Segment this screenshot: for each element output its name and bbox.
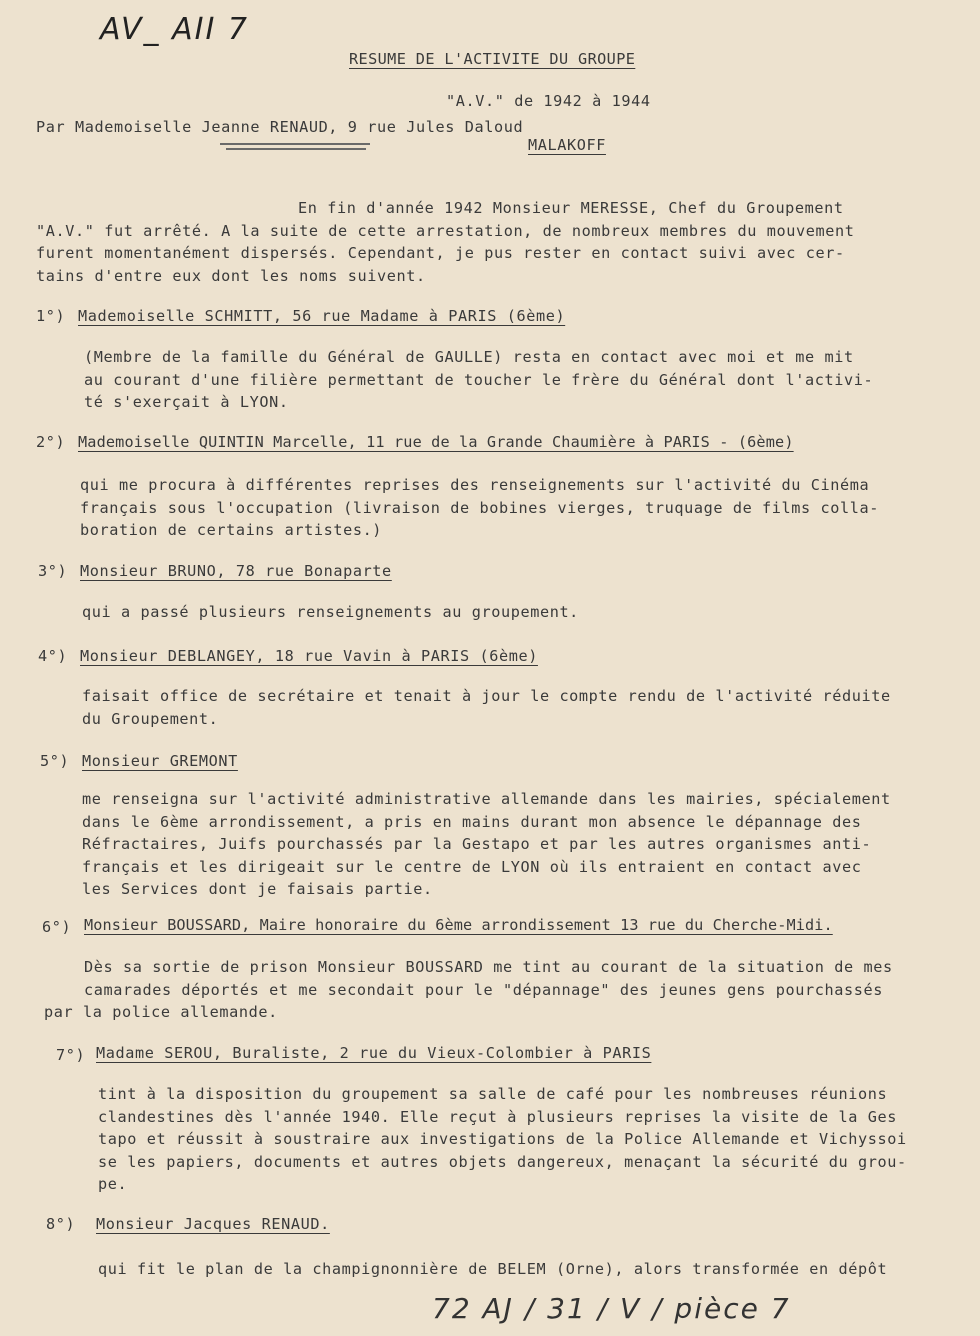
entry-heading: Monsieur BOUSSARD, Maire honoraire du 6ème arrondissement 13 rue du Cherche-Midi. bbox=[84, 916, 833, 934]
entry-heading: Monsieur DEBLANGEY, 18 rue Vavin à PARIS (6ème) bbox=[80, 647, 538, 665]
entry-number: 4°) bbox=[38, 647, 68, 665]
entry-body-line: (Membre de la famille du Général de GAULLE) resta en contact avec moi et me mit bbox=[84, 348, 854, 366]
entry-body-line: camarades déportés et me secondait pour le "dépannage" des jeunes gens pourchassés bbox=[84, 980, 883, 999]
entry-body-line: au courant d'une filière permettant de toucher le frère du Général dont l'activi- bbox=[84, 370, 874, 389]
entry-body bbox=[82, 685, 891, 730]
entry-body-line: dans le 6ème arrondissement, a pris en mains durant mon absence le dépannage des bbox=[82, 812, 862, 831]
entry-number: 5°) bbox=[40, 752, 70, 770]
entry-heading: Monsieur GREMONT bbox=[82, 752, 238, 770]
entry-body bbox=[44, 956, 893, 1024]
entry-body bbox=[98, 1258, 887, 1281]
entry-body-line: boration de certains artistes.) bbox=[80, 521, 383, 539]
entry-body bbox=[82, 601, 579, 624]
entry-body-line: qui a passé plusieurs renseignements au groupement. bbox=[82, 603, 579, 621]
entry-body-line: qui me procura à différentes reprises des renseignements sur l'activité du Cinéma bbox=[80, 476, 870, 494]
handwritten-reference: AV_ AII 7 bbox=[100, 12, 249, 47]
entry-body-line: par la police allemande. bbox=[44, 1003, 278, 1021]
author-city: MALAKOFF bbox=[528, 136, 606, 154]
entry-number: 2°) bbox=[36, 433, 66, 451]
entry-number: 3°) bbox=[38, 562, 68, 580]
entry-body-line: les Services dont je faisais partie. bbox=[82, 880, 433, 898]
archive-reference: 72 AJ / 31 / V / pièce 7 bbox=[432, 1292, 791, 1325]
author-line: Par Mademoiselle Jeanne RENAUD, 9 rue Jules Daloud bbox=[36, 118, 524, 136]
struck-underline bbox=[226, 148, 366, 150]
entry-body-line: français et les dirigeait sur le centre de LYON où ils entraient en contact avec bbox=[82, 857, 862, 876]
entry-body bbox=[82, 788, 891, 901]
struck-underline bbox=[220, 143, 370, 145]
entry-body-line: français sous l'occupation (livraison de bobines vierges, truquage de films colla- bbox=[80, 498, 879, 517]
entry-body-line: me renseigna sur l'activité administrative allemande dans les mairies, spécialement bbox=[82, 790, 891, 808]
document-title: RESUME DE L'ACTIVITE DU GROUPE bbox=[349, 50, 636, 68]
entry-body-line: pe. bbox=[98, 1175, 128, 1193]
entry-heading: Monsieur Jacques RENAUD. bbox=[96, 1215, 330, 1233]
entry-body-line: Réfractaires, Juifs pourchassés par la Gestapo et par les autres organismes anti- bbox=[82, 835, 872, 853]
entry-heading: Madame SEROU, Buraliste, 2 rue du Vieux-Colombier à PARIS bbox=[96, 1044, 652, 1062]
entry-number: 6°) bbox=[42, 918, 72, 936]
entry-body-line: qui fit le plan de la champignonnière de BELEM (Orne), alors transformée en dépôt bbox=[98, 1260, 888, 1278]
entry-body-line: faisait office de secrétaire et tenait à jour le compte rendu de l'activité réduite bbox=[82, 687, 891, 705]
entry-body-line: té s'exerçait à LYON. bbox=[84, 393, 289, 411]
entry-number: 1°) bbox=[36, 307, 66, 325]
intro-line: En fin d'année 1942 Monsieur MERESSE, Chef du Groupement bbox=[298, 199, 844, 217]
entry-number: 7°) bbox=[56, 1046, 86, 1064]
entry-body-line: Dès sa sortie de prison Monsieur BOUSSARD me tint au courant de la situation de mes bbox=[84, 958, 893, 976]
intro-paragraph bbox=[36, 197, 854, 287]
intro-line: "A.V." fut arrêté. A la suite de cette arrestation, de nombreux membres du mouvement bbox=[36, 221, 855, 240]
entry-body-line: tapo et réussit à soustraire aux investigations de la Police Allemande et Vichyssoi bbox=[98, 1130, 907, 1148]
intro-line: tains d'entre eux dont les noms suivent. bbox=[36, 266, 426, 285]
entry-body bbox=[84, 346, 873, 414]
entry-body bbox=[80, 474, 879, 542]
entry-number: 8°) bbox=[46, 1215, 76, 1233]
entry-heading: Mademoiselle SCHMITT, 56 rue Madame à PARIS (6ème) bbox=[78, 307, 566, 325]
intro-line: furent momentanément dispersés. Cependant, je pus rester en contact suivi avec cer- bbox=[36, 244, 845, 262]
entry-body bbox=[98, 1083, 907, 1196]
entry-body-line: du Groupement. bbox=[82, 709, 219, 728]
entry-body-line: se les papiers, documents et autres objets dangereux, menaçant la sécurité du grou- bbox=[98, 1152, 907, 1171]
entry-body-line: clandestines dès l'année 1940. Elle reçut à plusieurs reprises la visite de la Ges bbox=[98, 1107, 897, 1126]
entry-heading: Monsieur BRUNO, 78 rue Bonaparte bbox=[80, 562, 392, 580]
entry-heading: Mademoiselle QUINTIN Marcelle, 11 rue de la Grande Chaumière à PARIS - (6ème) bbox=[78, 433, 794, 451]
entry-body-line: tint à la disposition du groupement sa salle de café pour les nombreuses réunions bbox=[98, 1085, 888, 1103]
document-subtitle: "A.V." de 1942 à 1944 bbox=[446, 92, 651, 110]
